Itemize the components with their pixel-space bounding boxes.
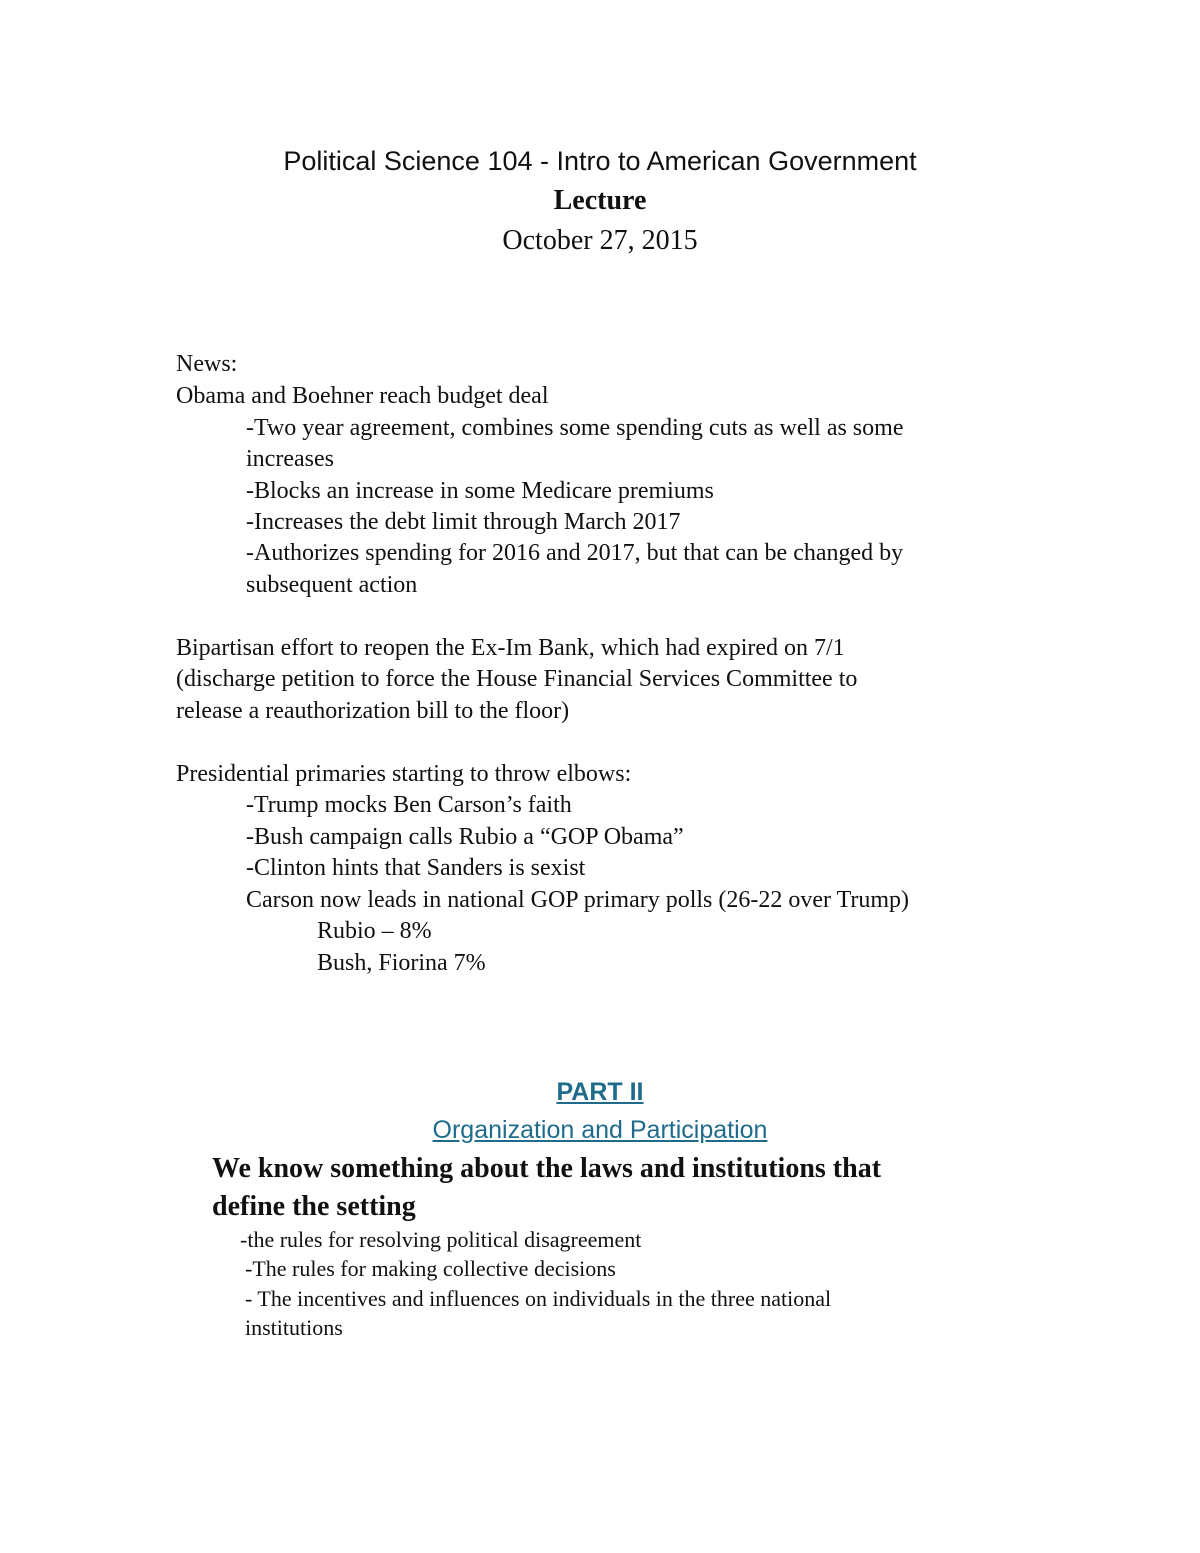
lecture-label: Lecture bbox=[553, 185, 647, 216]
part-subheading: Organization and Participation bbox=[432, 1116, 768, 1144]
news-heading: News: bbox=[176, 351, 238, 377]
budget-deal-title: Obama and Boehner reach budget deal bbox=[176, 383, 549, 409]
primaries-point: Carson now leads in national GOP primary polls (26-22 over Trump) bbox=[246, 887, 910, 913]
poll-sub-point: Rubio – 8% bbox=[317, 918, 432, 944]
part-point: institutions bbox=[245, 1315, 343, 1340]
primaries-title: Presidential primaries starting to throw elbows: bbox=[176, 761, 632, 787]
part-point: - The incentives and influences on individuals in the three national bbox=[245, 1286, 832, 1311]
primaries-point: -Bush campaign calls Rubio a “GOP Obama” bbox=[246, 824, 684, 850]
budget-point: subsequent action bbox=[246, 572, 418, 598]
part-point: -the rules for resolving political disagreement bbox=[240, 1227, 642, 1252]
budget-point: -Authorizes spending for 2016 and 2017, but that can be changed by bbox=[246, 540, 904, 566]
budget-point: -Two year agreement, combines some spending cuts as well as some bbox=[246, 415, 904, 441]
exim-paragraph-line: release a reauthorization bill to the floor) bbox=[176, 698, 570, 724]
part-point: -The rules for making collective decisions bbox=[245, 1256, 616, 1281]
budget-point: increases bbox=[246, 446, 334, 472]
primaries-point: -Clinton hints that Sanders is sexist bbox=[246, 855, 586, 881]
poll-sub-point: Bush, Fiorina 7% bbox=[317, 950, 486, 976]
exim-paragraph-line: (discharge petition to force the House Financial Services Committee to bbox=[176, 666, 858, 692]
primaries-point: -Trump mocks Ben Carson’s faith bbox=[246, 792, 572, 818]
budget-point: -Increases the debt limit through March 2017 bbox=[246, 509, 681, 535]
budget-point: -Blocks an increase in some Medicare premiums bbox=[246, 478, 714, 504]
part-heading: PART II bbox=[556, 1078, 644, 1106]
part-intro-line: define the setting bbox=[212, 1191, 416, 1222]
exim-paragraph-line: Bipartisan effort to reopen the Ex-Im Bank, which had expired on 7/1 bbox=[176, 635, 845, 661]
course-title: Political Science 104 - Intro to American Government bbox=[283, 146, 917, 176]
lecture-date: October 27, 2015 bbox=[502, 225, 698, 256]
part-intro-line: We know something about the laws and institutions that bbox=[212, 1153, 882, 1184]
